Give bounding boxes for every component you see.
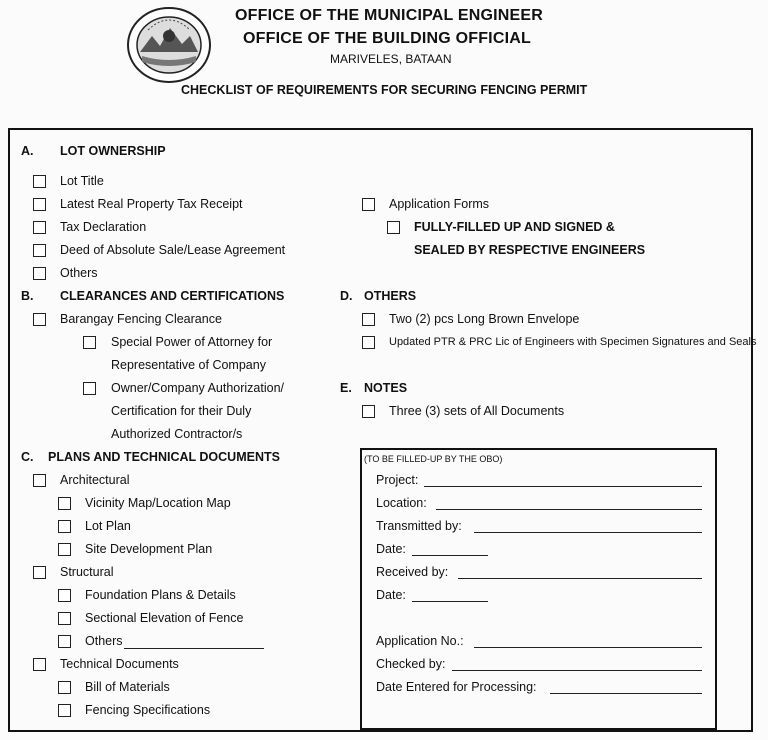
obo-line-date-2[interactable]: [412, 601, 488, 602]
item-fencing-specifications: Fencing Specifications: [85, 703, 211, 717]
location-label: MARIVELES, BATAAN: [330, 52, 452, 66]
item-auth-line3: Authorized Contractor/s: [111, 427, 243, 441]
fully-filled-line2: SEALED BY RESPECTIVE ENGINEERS: [414, 243, 646, 257]
obo-label-application-no: Application No.:: [376, 634, 464, 648]
office-building-official: OFFICE OF THE BUILDING OFFICIAL: [243, 30, 531, 47]
item-lot-title: Lot Title: [60, 174, 104, 188]
checklist-title: CHECKLIST OF REQUIREMENTS FOR SECURING FENCING PERMIT: [181, 83, 588, 97]
checkbox-barangay-clearance[interactable]: [33, 313, 46, 326]
section-c-letter: C.: [21, 450, 34, 464]
obo-heading: (TO BE FILLED-UP BY THE OBO): [364, 454, 503, 464]
others-blank-line[interactable]: [124, 648, 264, 649]
obo-line-checked-by[interactable]: [452, 670, 702, 671]
item-auth-line2: Certification for their Duly: [111, 404, 252, 418]
checkbox-tax-receipt[interactable]: [33, 198, 46, 211]
item-vicinity-map: Vicinity Map/Location Map: [85, 496, 231, 510]
obo-line-project[interactable]: [424, 486, 702, 487]
obo-label-date-1: Date:: [376, 542, 406, 556]
obo-label-location: Location:: [376, 496, 427, 510]
obo-label-date-entered: Date Entered for Processing:: [376, 680, 537, 694]
item-technical-documents: Technical Documents: [60, 657, 179, 671]
checkbox-three-sets[interactable]: [362, 405, 375, 418]
item-foundation-plans: Foundation Plans & Details: [85, 588, 236, 602]
checkbox-others-a[interactable]: [33, 267, 46, 280]
section-c-title: PLANS AND TECHNICAL DOCUMENTS: [48, 450, 280, 464]
obo-line-transmitted-by[interactable]: [474, 532, 702, 533]
item-auth-line1: Owner/Company Authorization/: [111, 381, 285, 395]
section-a-title: LOT OWNERSHIP: [60, 144, 166, 158]
obo-line-date-1[interactable]: [412, 555, 488, 556]
obo-label-transmitted-by: Transmitted by:: [376, 519, 462, 533]
checkbox-ptr-prc[interactable]: [362, 336, 375, 349]
item-lot-plan: Lot Plan: [85, 519, 131, 533]
section-e-title: NOTES: [364, 381, 408, 395]
item-application-forms: Application Forms: [389, 197, 490, 211]
item-site-development: Site Development Plan: [85, 542, 213, 556]
checkbox-lot-plan[interactable]: [58, 520, 71, 533]
section-e-letter: E.: [340, 381, 352, 395]
item-sectional-elevation: Sectional Elevation of Fence: [85, 611, 244, 625]
checkbox-tax-declaration[interactable]: [33, 221, 46, 234]
obo-label-date-2: Date:: [376, 588, 406, 602]
checkbox-application-forms[interactable]: [362, 198, 375, 211]
section-d-letter: D.: [340, 289, 353, 303]
item-spa-line1: Special Power of Attorney for: [111, 335, 273, 349]
item-barangay-clearance: Barangay Fencing Clearance: [60, 312, 222, 326]
item-architectural: Architectural: [60, 473, 130, 487]
item-deed-of-sale: Deed of Absolute Sale/Lease Agreement: [60, 243, 286, 257]
checkbox-owner-authorization[interactable]: [83, 382, 96, 395]
section-b-title: CLEARANCES AND CERTIFICATIONS: [60, 289, 285, 303]
section-b-letter: B.: [21, 289, 34, 303]
section-a-letter: A.: [21, 144, 34, 158]
item-spa-line2: Representative of Company: [111, 358, 266, 372]
fully-filled-line1: FULLY-FILLED UP AND SIGNED &: [414, 220, 615, 234]
checkbox-foundation-plans[interactable]: [58, 589, 71, 602]
obo-line-date-entered[interactable]: [550, 693, 702, 694]
item-three-sets: Three (3) sets of All Documents: [389, 404, 565, 418]
checkbox-lot-title[interactable]: [33, 175, 46, 188]
checkbox-technical-documents[interactable]: [33, 658, 46, 671]
office-municipal-engineer: OFFICE OF THE MUNICIPAL ENGINEER: [235, 7, 544, 24]
section-d-title: OTHERS: [364, 289, 417, 303]
checkbox-bill-of-materials[interactable]: [58, 681, 71, 694]
obo-line-received-by[interactable]: [458, 578, 702, 579]
item-ptr-prc: Updated PTR & PRC Lic of Engineers with Specimen Signatures and Seals: [389, 336, 757, 348]
item-tax-declaration: Tax Declaration: [60, 220, 147, 234]
checkbox-vicinity-map[interactable]: [58, 497, 71, 510]
item-others-c: Others: [85, 634, 123, 648]
item-brown-envelope: Two (2) pcs Long Brown Envelope: [389, 312, 580, 326]
obo-line-location[interactable]: [436, 509, 702, 510]
checkbox-others-c[interactable]: [58, 635, 71, 648]
obo-line-application-no[interactable]: [474, 647, 702, 648]
checkbox-fencing-specifications[interactable]: [58, 704, 71, 717]
checkbox-spa[interactable]: [83, 336, 96, 349]
checkbox-site-development[interactable]: [58, 543, 71, 556]
checkbox-sectional-elevation[interactable]: [58, 612, 71, 625]
item-structural: Structural: [60, 565, 114, 579]
obo-label-project: Project:: [376, 473, 419, 487]
checkbox-brown-envelope[interactable]: [362, 313, 375, 326]
municipal-seal: [126, 6, 212, 84]
item-tax-receipt: Latest Real Property Tax Receipt: [60, 197, 243, 211]
obo-label-received-by: Received by:: [376, 565, 449, 579]
obo-label-checked-by: Checked by:: [376, 657, 446, 671]
checkbox-architectural[interactable]: [33, 474, 46, 487]
item-bill-of-materials: Bill of Materials: [85, 680, 170, 694]
item-others-a: Others: [60, 266, 98, 280]
checkbox-structural[interactable]: [33, 566, 46, 579]
checkbox-deed-of-sale[interactable]: [33, 244, 46, 257]
checkbox-fully-filled[interactable]: [387, 221, 400, 234]
